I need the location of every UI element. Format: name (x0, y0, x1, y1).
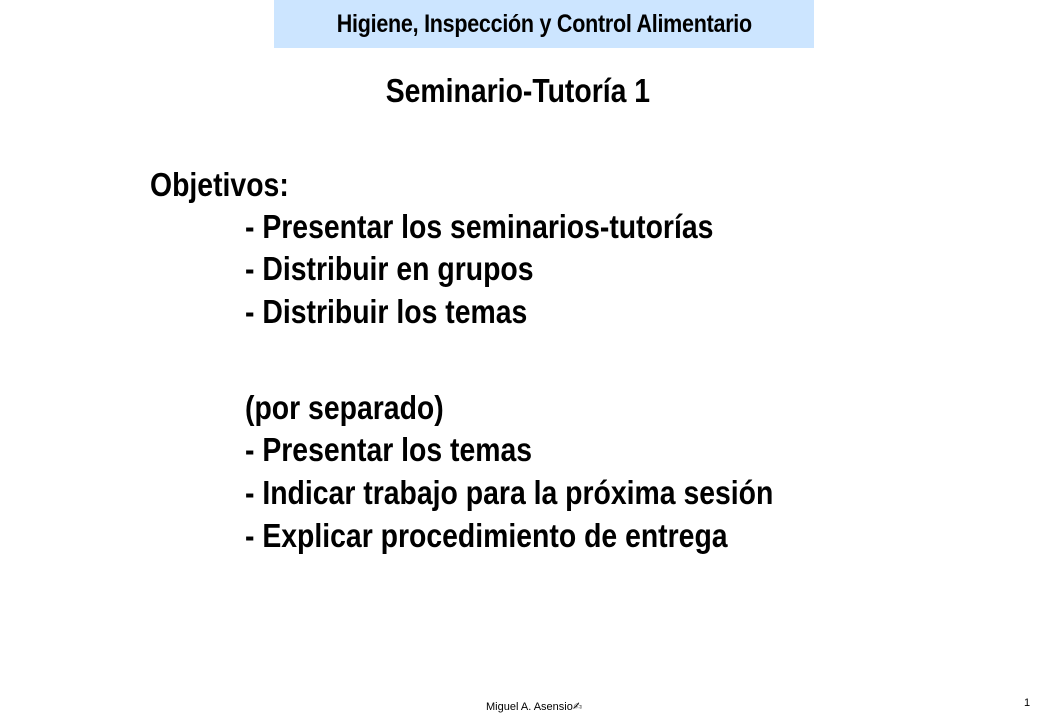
separate-item: - Explicar procedimiento de entrega (245, 517, 728, 554)
separate-item: - Indicar trabajo para la próxima sesión (245, 474, 774, 511)
objectives-label: Objetivos: (150, 166, 289, 203)
pen-icon: ✍ (572, 701, 583, 713)
page-number: 1 (1024, 697, 1031, 709)
objective-item: - Distribuir en grupos (245, 250, 534, 287)
footer-author (486, 700, 582, 713)
course-title: Higiene, Inspección y Control Alimentario (336, 9, 752, 38)
author-name: Miguel A. Asensio (486, 701, 573, 713)
slide-title: Seminario-Tutoría 1 (385, 72, 651, 109)
objective-item: - Distribuir los temas (245, 293, 528, 330)
objective-item: - Presentar los seminarios-tutorías (245, 208, 714, 245)
separate-item: - Presentar los temas (245, 431, 533, 468)
course-title-banner (274, 0, 814, 48)
separate-note: (por separado) (245, 389, 444, 426)
